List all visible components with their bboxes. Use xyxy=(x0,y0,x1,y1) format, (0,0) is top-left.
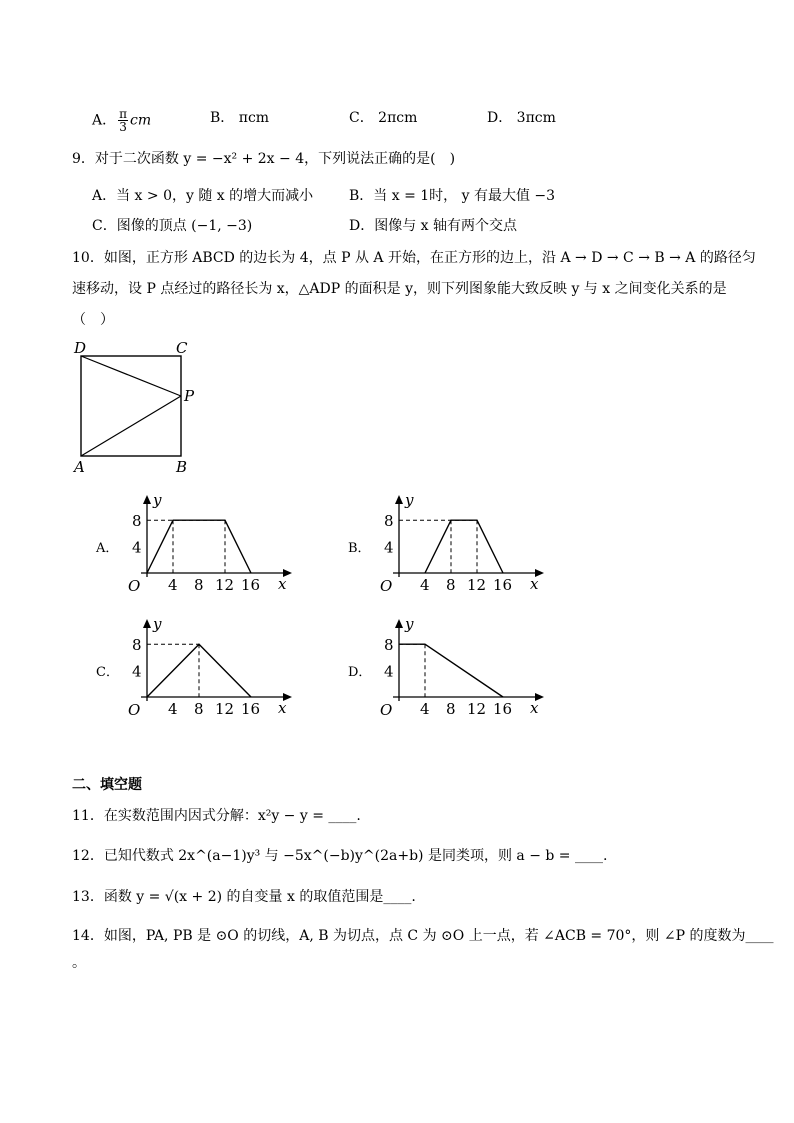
q8-option-b: B． πcm xyxy=(210,110,270,126)
q8-a-num: π xyxy=(119,107,128,121)
q9-option-a: A．当 x > 0，y 随 x 的增大而减小 xyxy=(92,188,314,204)
x-axis-label: x xyxy=(530,699,539,717)
x-tick-label: 4 xyxy=(420,576,430,594)
x-tick-label: 8 xyxy=(194,576,204,594)
x-tick-label: 8 xyxy=(194,700,204,718)
segment-ap xyxy=(81,396,181,456)
y-tick-label: 8 xyxy=(132,512,142,531)
q9-option-c: C．图像的顶点 (−1, −3) xyxy=(92,218,253,234)
segment-dp xyxy=(81,356,181,396)
label-p: P xyxy=(184,387,195,405)
q13-text: 13．函数 y = √(x + 2) 的自变量 x 的取值范围是____. xyxy=(72,889,416,905)
q9-option-b: B．当 x = 1时， y 有最大值 −3 xyxy=(349,188,556,204)
y-tick-label: 8 xyxy=(384,636,394,655)
graph-label-a: A． xyxy=(96,541,119,556)
q10-stem-line3: （ ） xyxy=(72,312,114,328)
x-axis-label: x xyxy=(278,575,287,593)
y-tick-label: 4 xyxy=(132,662,142,681)
label-d: D xyxy=(74,339,87,357)
q14-text: 14．如图，PA, PB 是 ⊙O 的切线，A, B 为切点，点 C 为 ⊙O 上一点，若 ∠ACB = 70°，则 ∠P 的度数为____ xyxy=(72,928,774,944)
x-axis-label: x xyxy=(278,699,287,717)
y-axis-label: y xyxy=(153,615,162,633)
graph-a xyxy=(120,490,300,600)
square-figure xyxy=(70,338,210,478)
q8-a-fraction xyxy=(118,108,128,133)
q8-a-unit: cm xyxy=(130,112,152,129)
x-tick-label: 16 xyxy=(241,576,261,594)
x-tick-label: 16 xyxy=(493,576,513,594)
y-axis-label: y xyxy=(153,491,162,509)
q8-option-c: C． 2πcm xyxy=(349,110,418,126)
series-line xyxy=(399,644,503,697)
origin-label: O xyxy=(380,577,393,595)
y-axis-label: y xyxy=(405,491,414,509)
y-axis-arrow xyxy=(395,619,403,628)
section-title: 二、填空题 xyxy=(72,777,142,793)
y-axis-arrow xyxy=(143,495,151,504)
origin-label: O xyxy=(380,701,393,719)
y-tick-label: 4 xyxy=(384,538,394,557)
q9-option-d: D．图像与 x 轴有两个交点 xyxy=(349,218,518,234)
q9-stem: 9．对于二次函数 y = −x² + 2x − 4，下列说法正确的是( ) xyxy=(72,151,456,167)
x-tick-label: 8 xyxy=(446,576,456,594)
x-axis-label: x xyxy=(530,575,539,593)
y-axis-arrow xyxy=(143,619,151,628)
q11-text: 11．在实数范围内因式分解：x²y − y = ____. xyxy=(72,808,361,824)
q8-option-d: D． 3πcm xyxy=(487,110,556,126)
x-tick-label: 12 xyxy=(467,576,487,594)
graph-c xyxy=(120,614,300,724)
label-b: B xyxy=(176,458,188,476)
x-tick-label: 16 xyxy=(493,700,513,718)
q8-a-label: A． xyxy=(92,112,117,129)
y-tick-label: 8 xyxy=(384,512,394,531)
x-tick-label: 4 xyxy=(420,700,430,718)
x-tick-label: 12 xyxy=(215,576,235,594)
q14-tail: 。 xyxy=(72,955,86,971)
graph-label-b: B． xyxy=(348,541,371,556)
series-line xyxy=(147,520,251,573)
y-tick-label: 4 xyxy=(384,662,394,681)
q8-a-den: 3 xyxy=(119,120,127,134)
x-tick-label: 4 xyxy=(168,576,178,594)
q10-stem-line2: 速移动，设 P 点经过的路径长为 x，△ADP 的面积是 y，则下列图象能大致反映 y 与 x 之间变化关系的是 xyxy=(72,281,727,297)
origin-label: O xyxy=(128,577,141,595)
y-axis-arrow xyxy=(395,495,403,504)
x-tick-label: 4 xyxy=(168,700,178,718)
x-tick-label: 12 xyxy=(215,700,235,718)
q12-text: 12．已知代数式 2x^(a−1)y³ 与 −5x^(−b)y^(2a+b) 是同类项，则 a − b = ____. xyxy=(72,848,608,864)
graph-label-d: D． xyxy=(348,665,372,680)
graph-d xyxy=(372,614,552,724)
graph-b xyxy=(372,490,552,600)
y-axis-label: y xyxy=(405,615,414,633)
label-a: A xyxy=(74,458,85,476)
x-tick-label: 12 xyxy=(467,700,487,718)
y-tick-label: 4 xyxy=(132,538,142,557)
origin-label: O xyxy=(128,701,141,719)
series-line xyxy=(425,520,503,573)
x-tick-label: 8 xyxy=(446,700,456,718)
q10-stem-line1: 10．如图，正方形 ABCD 的边长为 4，点 P 从 A 开始，在正方形的边上，沿 A → D → C → B → A 的路径匀 xyxy=(72,250,756,266)
q8-option-a xyxy=(92,108,151,133)
square-abcd xyxy=(81,356,181,456)
y-tick-label: 8 xyxy=(132,636,142,655)
graph-label-c: C． xyxy=(96,665,119,680)
label-c: C xyxy=(176,339,188,357)
x-tick-label: 16 xyxy=(241,700,261,718)
